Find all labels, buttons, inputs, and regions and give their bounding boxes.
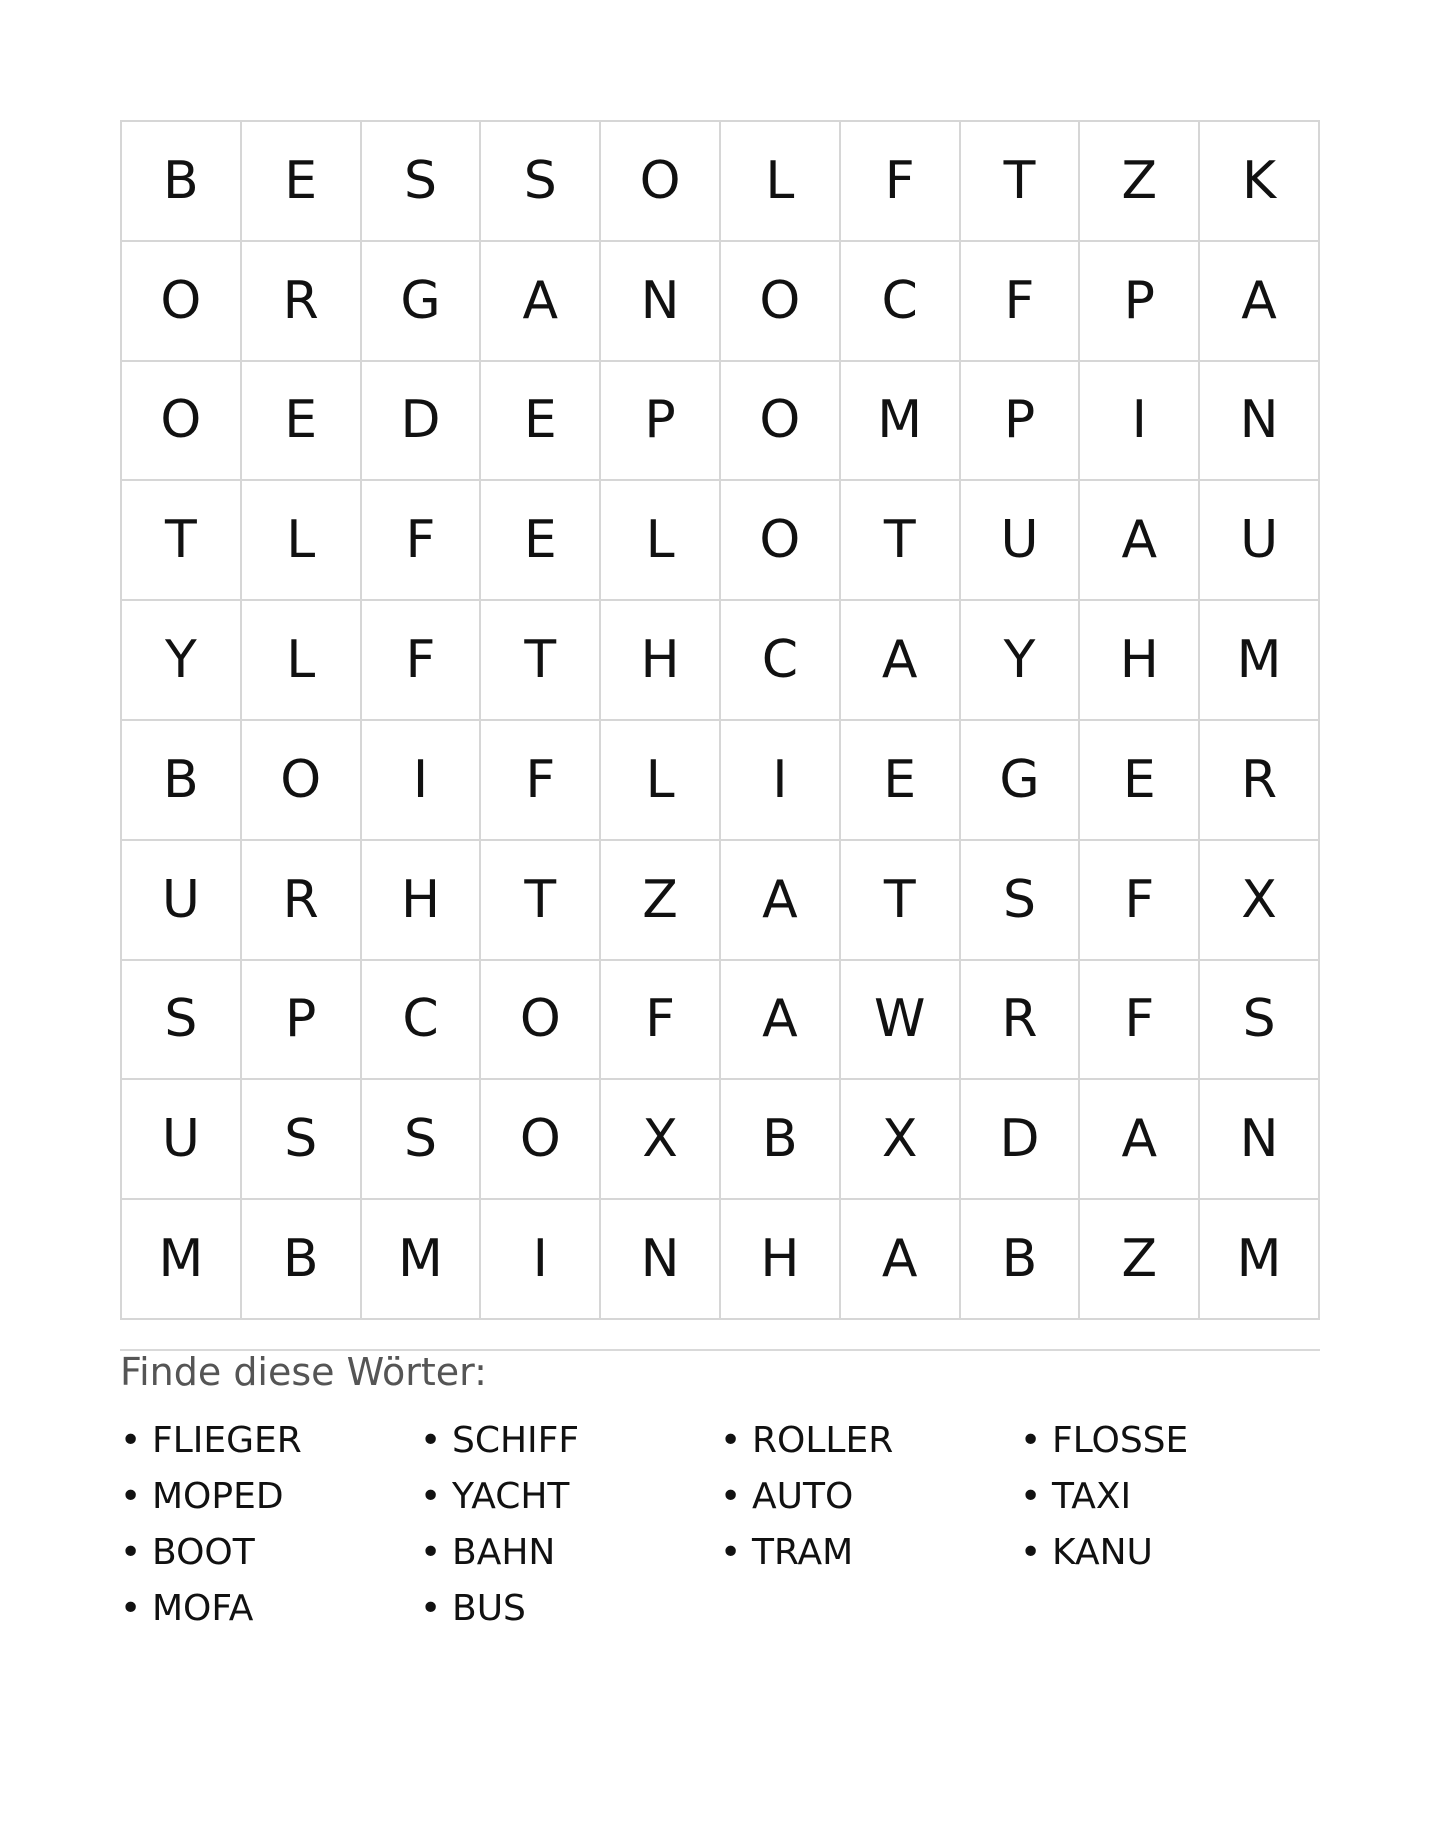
grid-cell[interactable]: N (1200, 362, 1320, 482)
bullet-icon: • (120, 1419, 142, 1461)
word-item (420, 1580, 720, 1636)
grid-cell[interactable]: R (242, 242, 362, 362)
word-label: FLIEGER (152, 1419, 302, 1461)
grid-cell[interactable]: S (362, 1080, 482, 1200)
grid-cell[interactable]: E (481, 362, 601, 482)
grid-cell[interactable]: M (122, 1200, 242, 1320)
grid-cell[interactable]: I (721, 721, 841, 841)
word-label: YACHT (452, 1475, 570, 1517)
word-label: TRAM (752, 1531, 854, 1573)
word-item (1020, 1468, 1320, 1524)
grid-cell[interactable]: A (841, 601, 961, 721)
grid-cell[interactable]: T (481, 841, 601, 961)
grid-cell[interactable]: G (362, 242, 482, 362)
grid-cell[interactable]: P (961, 362, 1081, 482)
grid-cell[interactable]: F (1080, 961, 1200, 1081)
grid-cell[interactable]: O (721, 481, 841, 601)
grid-cell[interactable]: L (721, 122, 841, 242)
grid-cell[interactable]: Z (601, 841, 721, 961)
grid-cell[interactable]: S (1200, 961, 1320, 1081)
grid-cell[interactable]: E (481, 481, 601, 601)
grid-cell[interactable]: U (122, 841, 242, 961)
grid-cell[interactable]: E (242, 362, 362, 482)
grid-cell[interactable]: E (1080, 721, 1200, 841)
grid-cell[interactable]: E (841, 721, 961, 841)
word-label: SCHIFF (452, 1419, 580, 1461)
grid-cell[interactable]: Y (961, 601, 1081, 721)
grid-cell[interactable]: B (242, 1200, 362, 1320)
word-label: MOPED (152, 1475, 284, 1517)
grid-cell[interactable]: I (481, 1200, 601, 1320)
grid-cell[interactable]: P (601, 362, 721, 482)
grid-cell[interactable]: T (961, 122, 1081, 242)
word-label: BOOT (152, 1531, 255, 1573)
grid-cell[interactable]: F (481, 721, 601, 841)
word-item (720, 1524, 1020, 1580)
grid-cell[interactable]: M (362, 1200, 482, 1320)
bullet-icon: • (720, 1475, 742, 1517)
word-label: TAXI (1052, 1475, 1132, 1517)
grid-cell[interactable]: A (721, 961, 841, 1081)
grid-cell[interactable]: R (242, 841, 362, 961)
bullet-icon: • (1020, 1475, 1042, 1517)
grid-cell[interactable]: T (841, 481, 961, 601)
bullet-icon: • (1020, 1531, 1042, 1573)
word-item (120, 1524, 420, 1580)
grid-cell[interactable]: F (961, 242, 1081, 362)
grid-cell[interactable]: S (122, 961, 242, 1081)
grid-cell[interactable]: R (961, 961, 1081, 1081)
grid-cell[interactable]: T (841, 841, 961, 961)
grid-cell[interactable]: D (961, 1080, 1081, 1200)
word-item (120, 1412, 420, 1468)
grid-cell[interactable]: L (601, 721, 721, 841)
bullet-icon: • (420, 1419, 442, 1461)
word-list-title: Finde diese Wörter: (120, 1350, 487, 1394)
grid-cell[interactable]: S (481, 122, 601, 242)
bullet-icon: • (120, 1587, 142, 1629)
grid-cell[interactable]: X (841, 1080, 961, 1200)
letter-grid (120, 120, 1320, 1320)
grid-cell[interactable]: B (721, 1080, 841, 1200)
grid-cell[interactable]: T (122, 481, 242, 601)
bullet-icon: • (720, 1419, 742, 1461)
grid-cell[interactable]: A (721, 841, 841, 961)
grid-cell[interactable]: B (122, 122, 242, 242)
grid-cell[interactable]: A (1200, 242, 1320, 362)
bullet-icon: • (1020, 1419, 1042, 1461)
grid-cell[interactable]: H (362, 841, 482, 961)
grid-cell[interactable]: I (1080, 362, 1200, 482)
bullet-icon: • (420, 1475, 442, 1517)
grid-cell[interactable]: N (601, 242, 721, 362)
grid-cell[interactable]: B (122, 721, 242, 841)
word-item (1020, 1412, 1320, 1468)
grid-cell[interactable]: P (242, 961, 362, 1081)
grid-cell[interactable]: M (1200, 1200, 1320, 1320)
word-item (420, 1468, 720, 1524)
grid-cell[interactable]: M (1200, 601, 1320, 721)
grid-cell[interactable]: Y (122, 601, 242, 721)
grid-cell[interactable]: A (481, 242, 601, 362)
word-item (120, 1468, 420, 1524)
grid-cell[interactable]: U (1200, 481, 1320, 601)
word-label: BUS (452, 1587, 526, 1629)
word-label: FLOSSE (1052, 1419, 1189, 1461)
word-item (420, 1412, 720, 1468)
grid-cell[interactable]: O (481, 961, 601, 1081)
grid-cell[interactable]: E (242, 122, 362, 242)
word-item (1020, 1524, 1320, 1580)
grid-cell[interactable]: G (961, 721, 1081, 841)
grid-cell[interactable]: F (1080, 841, 1200, 961)
grid-cell[interactable]: S (362, 122, 482, 242)
grid-cell[interactable]: L (242, 481, 362, 601)
grid-cell[interactable]: Z (1080, 1200, 1200, 1320)
word-label: ROLLER (752, 1419, 894, 1461)
grid-cell[interactable]: O (122, 362, 242, 482)
word-list (120, 1412, 1320, 1636)
grid-cell[interactable]: F (841, 122, 961, 242)
bullet-icon: • (120, 1475, 142, 1517)
grid-cell[interactable]: K (1200, 122, 1320, 242)
grid-cell[interactable]: Z (1080, 122, 1200, 242)
grid-cell[interactable]: O (122, 242, 242, 362)
grid-cell[interactable]: W (841, 961, 961, 1081)
grid-cell[interactable]: C (721, 601, 841, 721)
grid-cell[interactable]: B (961, 1200, 1081, 1320)
grid-cell[interactable]: R (1200, 721, 1320, 841)
grid-cell[interactable]: U (961, 481, 1081, 601)
bullet-icon: • (120, 1531, 142, 1573)
grid-cell[interactable]: H (601, 601, 721, 721)
grid-cell[interactable]: C (362, 961, 482, 1081)
grid-cell[interactable]: O (721, 242, 841, 362)
grid-cell[interactable]: S (961, 841, 1081, 961)
grid-cell[interactable]: P (1080, 242, 1200, 362)
word-label: AUTO (752, 1475, 854, 1517)
grid-cell[interactable]: C (841, 242, 961, 362)
grid-cell[interactable]: U (122, 1080, 242, 1200)
grid-cell[interactable]: D (362, 362, 482, 482)
grid-cell[interactable]: O (721, 362, 841, 482)
grid-cell[interactable]: O (242, 721, 362, 841)
grid-cell[interactable]: N (1200, 1080, 1320, 1200)
grid-cell[interactable]: T (481, 601, 601, 721)
bullet-icon: • (720, 1531, 742, 1573)
grid-cell[interactable]: A (841, 1200, 961, 1320)
grid-cell[interactable]: S (242, 1080, 362, 1200)
grid-cell[interactable]: H (1080, 601, 1200, 721)
grid-cell[interactable]: X (1200, 841, 1320, 961)
word-item (720, 1468, 1020, 1524)
grid-cell[interactable]: N (601, 1200, 721, 1320)
grid-cell[interactable]: F (362, 601, 482, 721)
grid-cell[interactable]: F (362, 481, 482, 601)
grid-cell[interactable]: M (841, 362, 961, 482)
grid-cell[interactable]: O (601, 122, 721, 242)
grid-cell[interactable]: F (601, 961, 721, 1081)
grid-cell[interactable]: O (481, 1080, 601, 1200)
grid-cell[interactable]: L (242, 601, 362, 721)
bullet-icon: • (420, 1587, 442, 1629)
grid-cell[interactable]: A (1080, 1080, 1200, 1200)
word-item (420, 1524, 720, 1580)
grid-cell[interactable]: I (362, 721, 482, 841)
word-label: BAHN (452, 1531, 556, 1573)
grid-cell[interactable]: X (601, 1080, 721, 1200)
word-item (120, 1580, 420, 1636)
grid-cell[interactable]: L (601, 481, 721, 601)
word-label: KANU (1052, 1531, 1153, 1573)
word-label: MOFA (152, 1587, 254, 1629)
word-item (720, 1412, 1020, 1468)
grid-cell[interactable]: H (721, 1200, 841, 1320)
bullet-icon: • (420, 1531, 442, 1573)
grid-cell[interactable]: A (1080, 481, 1200, 601)
